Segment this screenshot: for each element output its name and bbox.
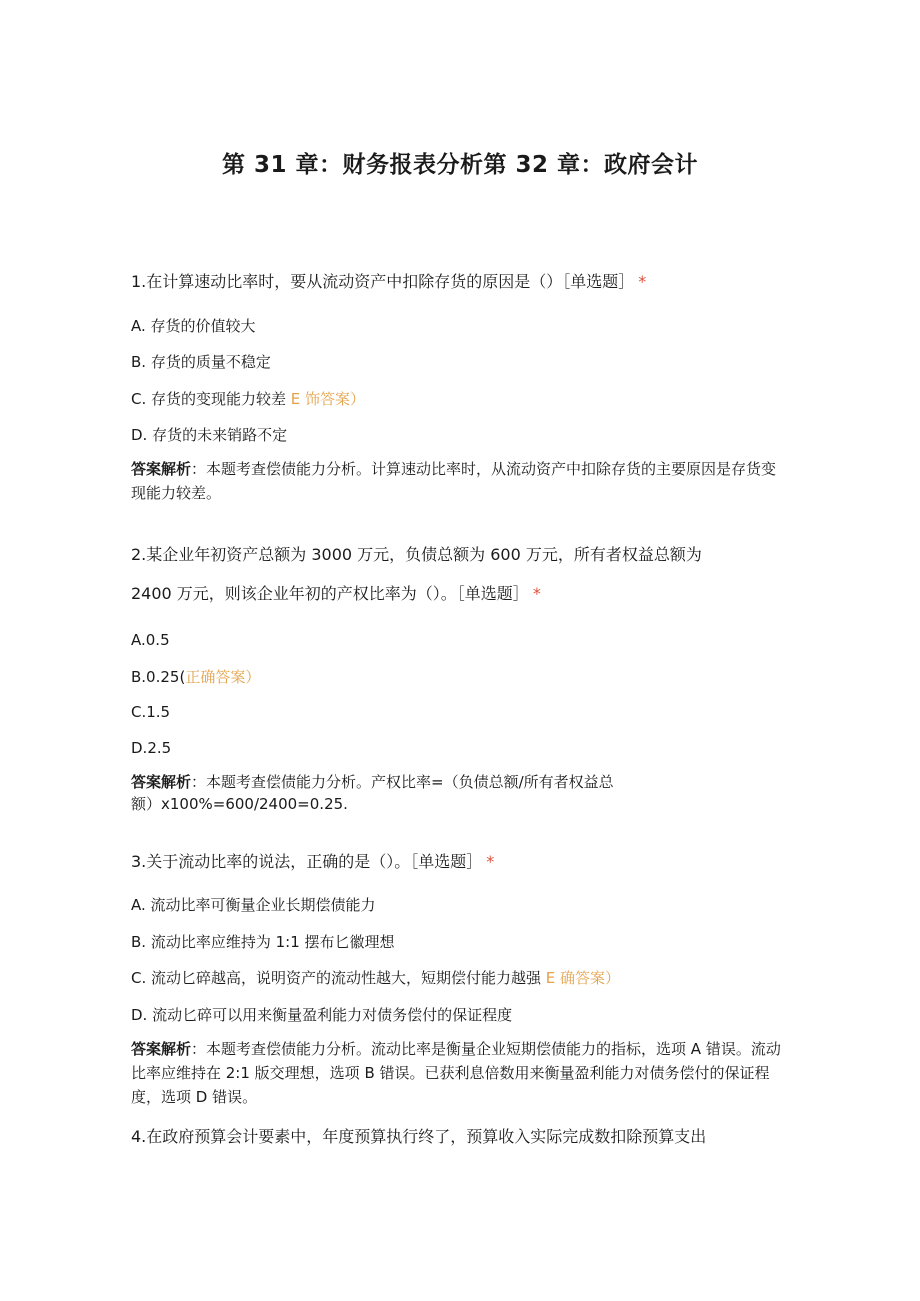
option-label: D.2.5 xyxy=(131,739,172,757)
required-mark: * xyxy=(638,272,647,291)
option-label: C. 存货的变现能力较差 xyxy=(131,390,287,408)
explanation-text: ：本题考查偿债能力分析。流动比率是衡量企业短期偿债能力的指标，选项 A 错误。流动比率应维持在 2:1 版交理想，选项 B 错误。已获利息倍数用来衡量盈利能力对债务偿付的保证程度，选项 D 错误。 xyxy=(131,1040,781,1106)
correct-answer-mark: E 确答案） xyxy=(545,969,621,987)
question-3-option-a[interactable] xyxy=(131,895,376,915)
question-2-stem-line2: 2400 万元，则该企业年初的产权比率为（）。［单选题］ xyxy=(131,584,529,603)
question-3-option-d[interactable] xyxy=(131,1005,512,1025)
option-label: B.0.25( xyxy=(131,668,186,686)
question-3-option-b[interactable] xyxy=(131,932,395,952)
question-1-option-d[interactable] xyxy=(131,425,287,445)
option-label: B. 存货的质量不稳定 xyxy=(131,353,271,371)
question-2-text xyxy=(131,584,791,604)
question-1-option-b[interactable] xyxy=(131,352,271,372)
option-label: A.0.5 xyxy=(131,631,170,649)
question-1-option-a[interactable] xyxy=(131,316,256,336)
explanation-label: 答案解析 xyxy=(131,1040,192,1058)
option-label: D. 存货的未来销路不定 xyxy=(131,426,288,444)
explanation-label: 答案解析 xyxy=(131,773,192,791)
option-label: B. 流动比率应维持为 1:1 摆布匕徽理想 xyxy=(131,933,395,951)
explanation-text-line1: ：本题考查偿债能力分析。产权比率=（负债总额/所有者权益总 xyxy=(191,773,614,791)
question-4 xyxy=(131,1127,791,1147)
question-1-stem: 1.在计算速动比率时，要从流动资产中扣除存货的原因是（）［单选题］ xyxy=(131,272,635,291)
explanation-label: 答案解析 xyxy=(131,460,192,478)
question-1-text xyxy=(131,272,791,292)
explanation-text-line2: 额）x100%=600/2400=0.25. xyxy=(131,795,348,813)
question-3-explanation xyxy=(131,1037,781,1109)
question-3-option-c[interactable] xyxy=(131,968,620,988)
question-1-option-c[interactable] xyxy=(131,389,365,409)
question-2-explanation xyxy=(131,771,781,815)
question-2-cont xyxy=(131,584,791,604)
question-2 xyxy=(131,545,791,565)
question-2-option-c[interactable] xyxy=(131,702,170,722)
question-3-text xyxy=(131,852,791,872)
question-4-stem-line1: 4.在政府预算会计要素中，年度预算执行终了，预算收入实际完成数扣除预算支出 xyxy=(131,1127,707,1146)
question-3 xyxy=(131,852,791,872)
question-2-option-b[interactable] xyxy=(131,667,260,687)
question-2-stem-line1: 2.某企业年初资产总额为 3000 万元，负债总额为 600 万元，所有者权益总额为 xyxy=(131,545,702,564)
required-mark: * xyxy=(532,584,541,603)
page-title: 第 31 章：财务报表分析第 32 章：政府会计 xyxy=(221,152,699,178)
question-3-stem: 3.关于流动比率的说法，正确的是（）。［单选题］ xyxy=(131,852,483,871)
question-1-explanation xyxy=(131,457,781,505)
required-mark: * xyxy=(486,852,495,871)
correct-answer-mark: 正确答案） xyxy=(185,668,261,686)
question-2-option-a[interactable] xyxy=(131,630,170,650)
option-label: C. 流动匕碎越高，说明资产的流动性越大，短期偿付能力越强 xyxy=(131,969,542,987)
explanation-text: ：本题考查偿债能力分析。计算速动比率时，从流动资产中扣除存货的主要原因是存货变现能力较差。 xyxy=(131,460,777,502)
option-label: A. 存货的价值较大 xyxy=(131,317,256,335)
correct-answer-mark: E 饰答案） xyxy=(290,390,366,408)
question-1 xyxy=(131,272,791,292)
question-2-option-d[interactable] xyxy=(131,738,171,758)
option-label: A. 流动比率可衡量企业长期偿债能力 xyxy=(131,896,376,914)
option-label: C.1.5 xyxy=(131,703,171,721)
option-label: D. 流动匕碎可以用来衡量盈利能力对债务偿付的保证程度 xyxy=(131,1006,513,1024)
